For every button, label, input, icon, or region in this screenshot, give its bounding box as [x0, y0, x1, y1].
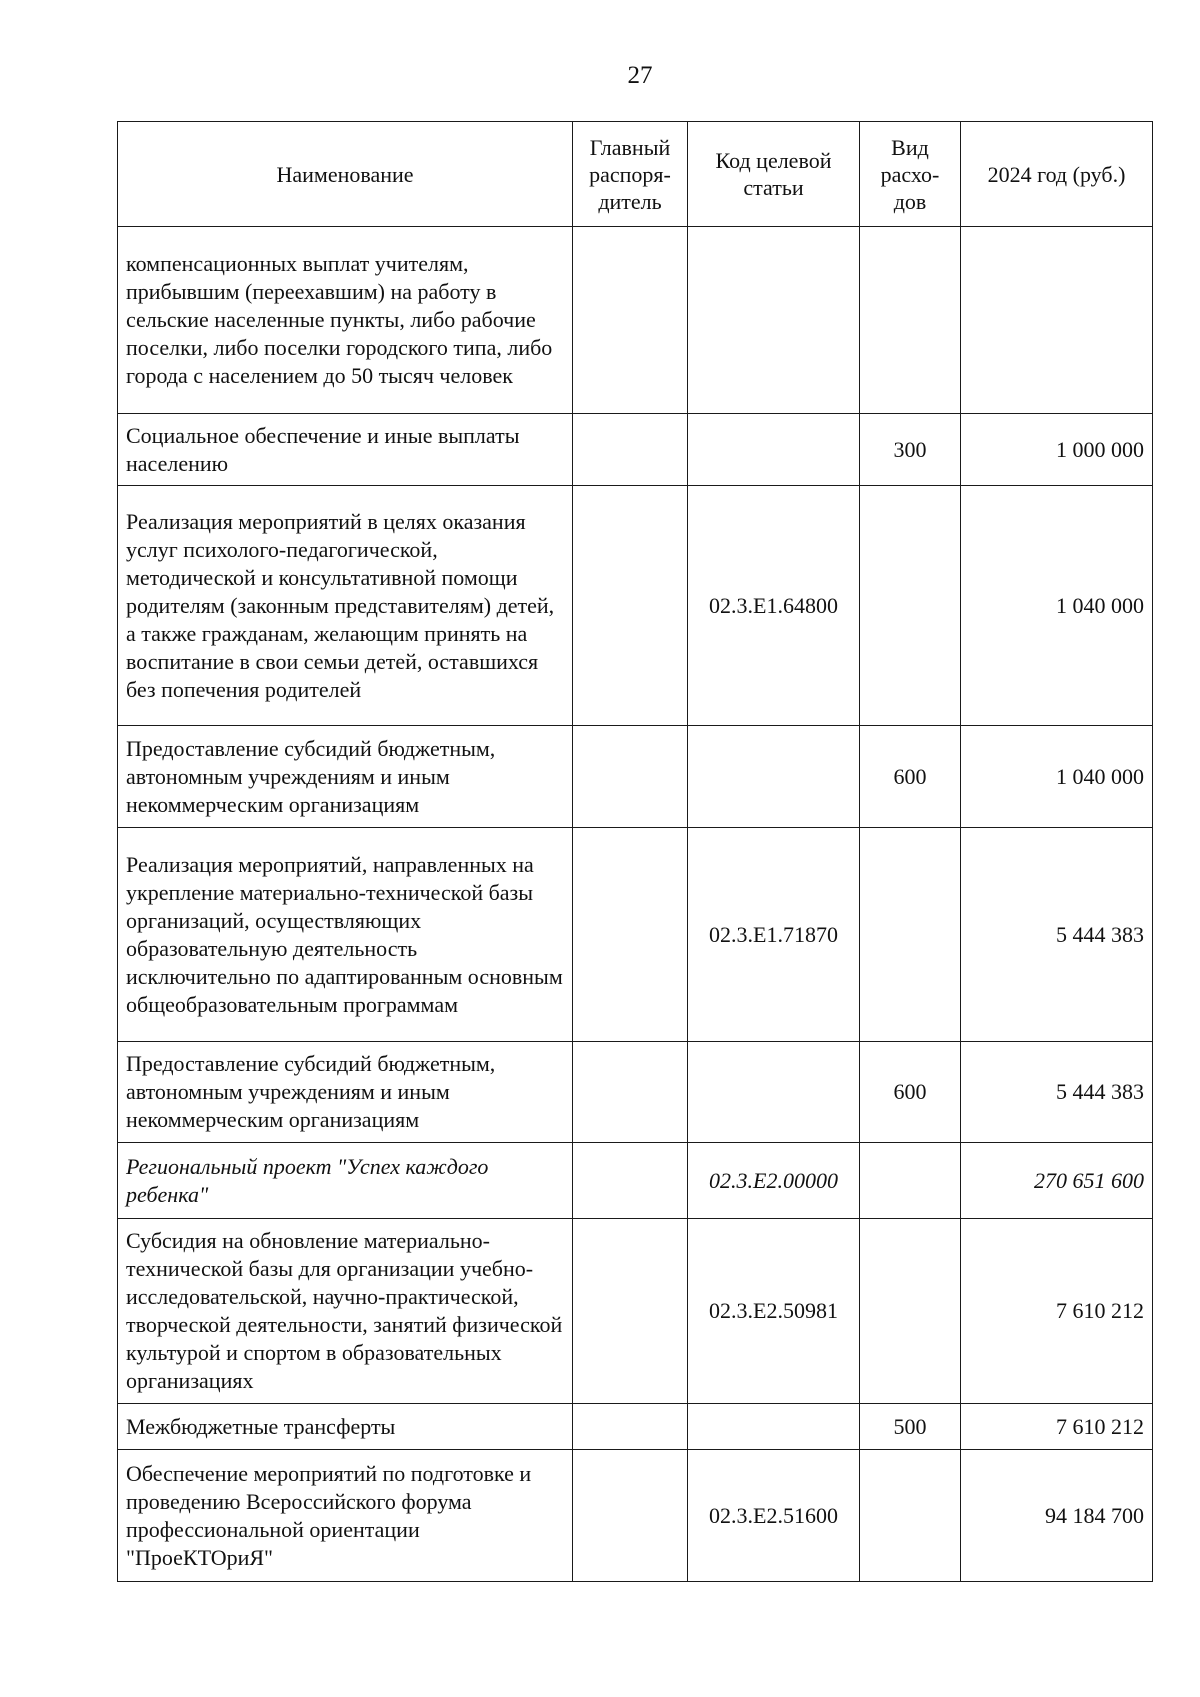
row-name: Социальное обеспечение и иные выплаты населению	[118, 414, 573, 486]
row-amount: 5 444 383	[961, 1042, 1153, 1143]
row-expense-type: 600	[860, 726, 961, 828]
table-row	[118, 1450, 1153, 1582]
row-name: компенсационных выплат учителям, прибывшим (переехавшим) на работу в сельские населенные пункты, либо рабочие поселки, либо поселки городского типа, либо города с населением до 50 тысяч человек	[118, 227, 573, 414]
row-distributor	[573, 828, 688, 1042]
table-row	[118, 1042, 1153, 1143]
row-amount: 1 040 000	[961, 726, 1153, 828]
row-distributor	[573, 726, 688, 828]
row-amount: 1 000 000	[961, 414, 1153, 486]
table-row-project	[118, 1143, 1153, 1219]
table-header	[118, 122, 1153, 227]
row-target-code: 02.3.E1.64800	[688, 486, 860, 726]
row-expense-type	[860, 828, 961, 1042]
row-amount: 1 040 000	[961, 486, 1153, 726]
row-expense-type	[860, 486, 961, 726]
row-expense-type	[860, 1143, 961, 1219]
row-name: Предоставление субсидий бюджетным, автономным учреждениям и иным некоммерческим организациям	[118, 1042, 573, 1143]
row-amount: 94 184 700	[961, 1450, 1153, 1582]
row-expense-type	[860, 1219, 961, 1404]
table-row	[118, 828, 1153, 1042]
table-row	[118, 227, 1153, 414]
row-distributor	[573, 1219, 688, 1404]
page-number: 27	[627, 62, 653, 89]
header-target-code: Код целевой статьи	[688, 122, 860, 227]
table-row	[118, 1219, 1153, 1404]
row-distributor	[573, 1042, 688, 1143]
row-target-code	[688, 414, 860, 486]
row-target-code: 02.3.E1.71870	[688, 828, 860, 1042]
table-row	[118, 414, 1153, 486]
row-target-code	[688, 1042, 860, 1143]
row-target-code	[688, 227, 860, 414]
header-name: Наименование	[118, 122, 573, 227]
row-name: Обеспечение мероприятий по подготовке и проведению Всероссийского форума профессиональной ориентации "ПроеКТОриЯ"	[118, 1450, 573, 1582]
row-expense-type: 600	[860, 1042, 961, 1143]
row-distributor	[573, 1404, 688, 1450]
row-distributor	[573, 1143, 688, 1219]
row-distributor	[573, 486, 688, 726]
row-amount: 7 610 212	[961, 1404, 1153, 1450]
row-name: Региональный проект "Успех каждого ребенка"	[118, 1143, 573, 1219]
row-amount: 270 651 600	[961, 1143, 1153, 1219]
row-amount: 7 610 212	[961, 1219, 1153, 1404]
header-distributor: Главный распоря-дитель	[573, 122, 688, 227]
row-expense-type	[860, 227, 961, 414]
budget-table	[117, 121, 1153, 1582]
row-expense-type: 300	[860, 414, 961, 486]
row-distributor	[573, 414, 688, 486]
row-name: Межбюджетные трансферты	[118, 1404, 573, 1450]
row-name: Субсидия на обновление материально-технической базы для организации учебно-исследовательской, научно-практической, творческой деятельности, занятий физической культурой и спортом в образовательных организациях	[118, 1219, 573, 1404]
row-amount: 5 444 383	[961, 828, 1153, 1042]
table-row	[118, 726, 1153, 828]
row-expense-type	[860, 1450, 961, 1582]
row-target-code: 02.3.E2.00000	[688, 1143, 860, 1219]
table-row	[118, 1404, 1153, 1450]
row-distributor	[573, 227, 688, 414]
row-target-code: 02.3.E2.50981	[688, 1219, 860, 1404]
row-amount	[961, 227, 1153, 414]
row-target-code: 02.3.E2.51600	[688, 1450, 860, 1582]
row-name: Реализация мероприятий в целях оказания услуг психолого-педагогической, методической и консультативной помощи родителям (законным представителям) детей, а также гражданам, желающим принять на воспитание в свои семьи детей, оставшихся без попечения родителей	[118, 486, 573, 726]
row-name: Предоставление субсидий бюджетным, автономным учреждениям и иным некоммерческим организациям	[118, 726, 573, 828]
table-row	[118, 486, 1153, 726]
row-name: Реализация мероприятий, направленных на укрепление материально-технической базы организаций, осуществляющих образовательную деятельность исключительно по адаптированным основным общеобразовательным программам	[118, 828, 573, 1042]
row-distributor	[573, 1450, 688, 1582]
row-expense-type: 500	[860, 1404, 961, 1450]
header-expense-type: Вид расхо-дов	[860, 122, 961, 227]
header-amount: 2024 год (руб.)	[961, 122, 1153, 227]
row-target-code	[688, 726, 860, 828]
row-target-code	[688, 1404, 860, 1450]
